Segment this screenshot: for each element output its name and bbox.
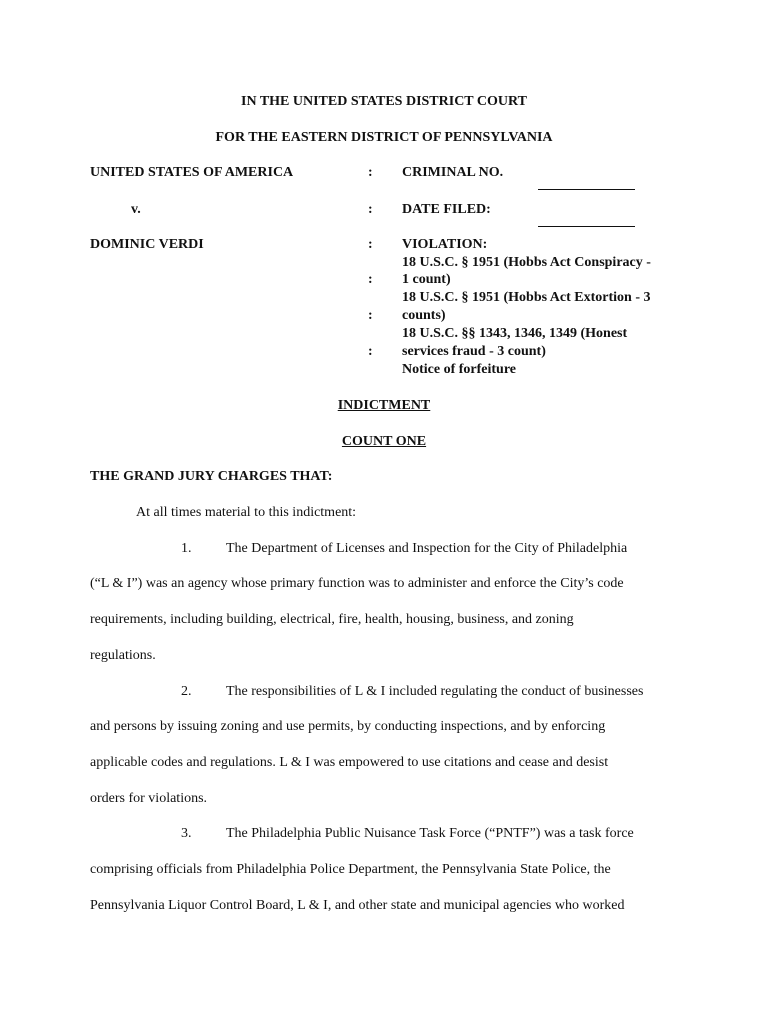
caption-colon: :: [368, 165, 373, 180]
versus-label: v.: [131, 202, 141, 217]
violation-label: VIOLATION:: [402, 237, 488, 252]
paragraph-line: Pennsylvania Liquor Control Board, L & I, and other state and municipal agencies who worked: [90, 898, 625, 913]
court-title-line1: IN THE UNITED STATES DISTRICT COURT: [241, 94, 527, 109]
paragraph-first-line: The Philadelphia Public Nuisance Task Force (“PNTF”) was a task force: [226, 826, 634, 841]
paragraph-first-line: The responsibilities of L & I included regulating the conduct of businesses: [226, 684, 644, 699]
criminal-no-blank: [538, 165, 635, 181]
criminal-no-label: CRIMINAL NO.: [402, 165, 504, 180]
court-title-line2: FOR THE EASTERN DISTRICT OF PENNSYLVANIA: [215, 130, 553, 145]
violation-line: 18 U.S.C. § 1951 (Hobbs Act Extortion - 3: [402, 290, 651, 305]
intro-text: At all times material to this indictment:: [136, 505, 357, 520]
violation-line: counts): [402, 308, 446, 323]
date-filed-blank: [538, 202, 635, 218]
count-one-heading: COUNT ONE: [341, 434, 427, 449]
violation-line: services fraud - 3 count): [402, 344, 546, 359]
violation-line: Notice of forfeiture: [402, 362, 517, 377]
caption-colon: :: [368, 272, 373, 287]
violation-line: 18 U.S.C. § 1951 (Hobbs Act Conspiracy -: [402, 255, 651, 270]
paragraph-line: applicable codes and regulations. L & I was empowered to use citations and cease and desist: [90, 755, 609, 770]
date-filed-label: DATE FILED:: [402, 202, 491, 217]
caption-colon: :: [368, 237, 373, 252]
defendant-name: DOMINIC VERDI: [90, 237, 204, 252]
caption-colon: :: [368, 202, 373, 217]
indictment-heading: INDICTMENT: [337, 398, 431, 413]
violation-line: 1 count): [402, 272, 451, 287]
caption-colon: :: [368, 308, 373, 323]
paragraph-line: and persons by issuing zoning and use permits, by conducting inspections, and by enforcing: [90, 719, 606, 734]
paragraph-line: orders for violations.: [90, 791, 208, 806]
paragraph-number: 3.: [181, 826, 192, 841]
paragraph-line: requirements, including building, electrical, fire, health, housing, business, and zoning: [90, 612, 574, 627]
caption-colon: :: [368, 344, 373, 359]
plaintiff-name: UNITED STATES OF AMERICA: [90, 165, 294, 180]
paragraph-line: (“L & I”) was an agency whose primary function was to administer and enforce the City’s code: [90, 576, 624, 591]
paragraph-number: 2.: [181, 684, 192, 699]
paragraph-number: 1.: [181, 541, 192, 556]
paragraph-first-line: The Department of Licenses and Inspection for the City of Philadelphia: [226, 541, 628, 556]
paragraph-line: regulations.: [90, 648, 156, 663]
violation-line: 18 U.S.C. §§ 1343, 1346, 1349 (Honest: [402, 326, 628, 341]
paragraph-line: comprising officials from Philadelphia Police Department, the Pennsylvania State Police, the: [90, 862, 611, 877]
grand-jury-heading: THE GRAND JURY CHARGES THAT:: [90, 469, 333, 484]
